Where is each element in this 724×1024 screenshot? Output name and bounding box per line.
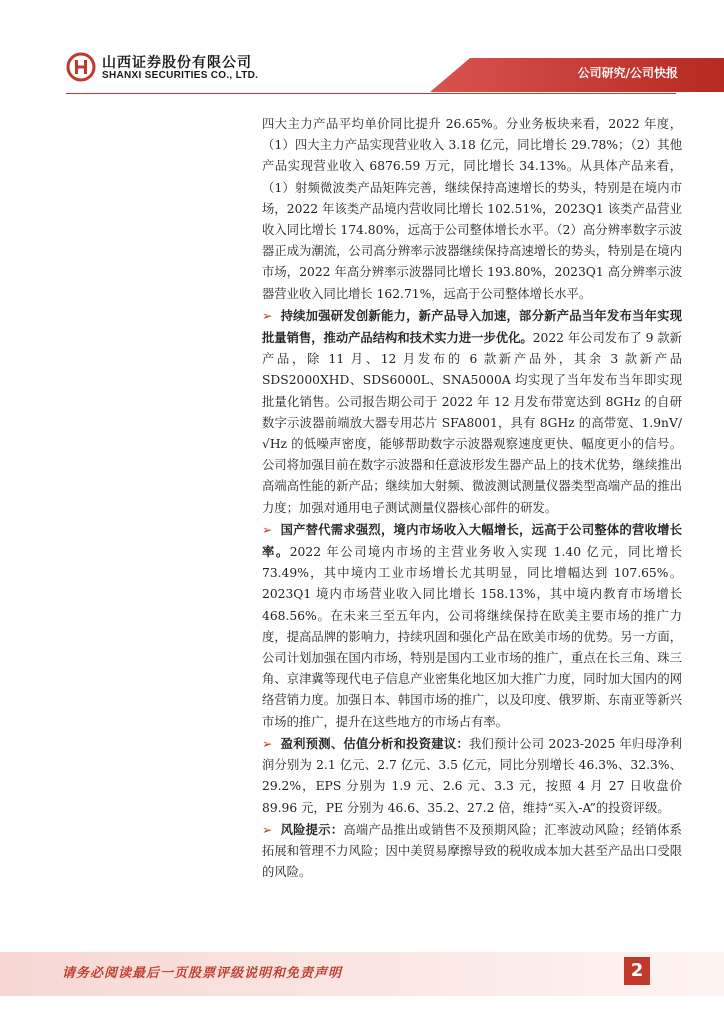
- bullet-lead: 风险提示：: [280, 821, 344, 837]
- company-name-en: SHANXI SECURITIES CO., LTD.: [102, 70, 259, 81]
- company-name-cn: 山西证券股份有限公司: [102, 55, 252, 71]
- main-content: [262, 114, 682, 883]
- bullet-body: 2022 年公司境内市场的主营业务收入实现 1.40 亿元，同比增长 73.49%，其中境内工业市场增长尤其明显，同比增幅达到 107.65%。2023Q1 境内市场营业收入同比增长 158.13%，其中境内教育市场增长 468.56%。在未来三至五年内，公司将继续保持在欧美主要市场的推广力度，提高品牌的影响力，持续巩固和强化产品在欧美市场的优势。另一方面，公司计划加强在国内市场，特别是国内工业市场的推广，重点在长三角、珠三角、京津冀等现代电子信息产业密集化地区加大推广力度，同时加大国内的网络营销力度。加强日本、韩国市场的推广，以及印度、俄罗斯、东南亚等新兴市场的推广，提升在这些地方的市场占有率。: [262, 545, 682, 729]
- intro-paragraph: 四大主力产品平均单价同比提升 26.65%。分业务板块来看，2022 年度，（1）四大主力产品实现营业收入 3.18 亿元，同比增长 29.78%；（2）其他产品实现营业收入 6876.59 万元，同比增长 34.13%。从具体产品来看，（1）射频微波类产品矩阵完善，继续保持高速增长的势头，特别是在境内市场，2022 年该类产品境内营收同比增长 102.51%，2023Q1 该类产品营业收入同比增长 174.80%，远高于公司整体增长水平。（2）高分辨率数字示波器正成为潮流，公司高分辨率示波器继续保持高速增长的势头，特别是在境内市场，2022 年高分辨率示波器同比增长 193.80%，2023Q1 高分辨率示波器营业收入同比增长 162.71%，远高于公司整体增长水平。: [262, 117, 682, 301]
- arrow-bullet-icon: ➢: [262, 822, 273, 837]
- footer-disclaimer: 请务必阅读最后一页股票评级说明和免责声明: [62, 966, 343, 981]
- bullet-body: 高端产品推出或销售不及预期风险；汇率波动风险；经销体系拓展和管理不力风险；因中美贸易摩擦导致的税收成本加大甚至产品出口受限的风险。: [262, 822, 682, 880]
- company-logo-icon: [66, 52, 96, 82]
- bullet-lead: 盈利预测、估值分析和投资建议：: [280, 735, 469, 751]
- bullet-body: 我们预计公司 2023-2025 年归母净利润分别为 2.1 亿元、2.7 亿元、3.5 亿元，同比分别增长 46.3%、32.3%、29.2%，EPS 分别为 1.9 元、2.6 元、3.3 元，按照 4 月 27 日收盘价 89.96 元，PE 分别为 46.6、35.2、27.2 倍，维持“买入-A”的投资评级。: [262, 736, 682, 815]
- header-divider: [66, 93, 676, 94]
- arrow-bullet-icon: ➢: [262, 308, 273, 323]
- bullet-item: [262, 819, 682, 884]
- bullet-lead: 国产替代需求强烈，境内市场收入大幅增长，远高于公司整体的营收增长率。: [262, 521, 682, 560]
- bullet-item: [262, 305, 682, 519]
- bullet-lead: 持续加强研发创新能力，新产品导入加速，部分新产品当年发布当年实现批量销售，推动产品结构和技术实力进一步优化。: [262, 307, 682, 346]
- bullet-item: [262, 519, 682, 733]
- bullet-body: 2022 年公司发布了 9 款新产品，除 11 月、12 月发布的 6 款新产品外，其余 3 款新产品 SDS2000XHD、SDS6000L、SNA5000A 均实现了当年发布当年即实现批量化销售。公司报告期公司于 2022 年 12 月发布带宽达到 8GHz 的自研数字示波器前端放大器专用芯片 SFA8001，具有 8GHz 的高带宽、1.9nV/√Hz 的低噪声密度，能够帮助数字示波器观察速度更快、幅度更小的信号。公司将加强目前在数字示波器和任意波形发生器产品上的技术优势，继续推出高端高性能的新产品；继续加大射频、微波测试测量仪器类型高端产品的推出力度；加强对通用电子测试测量仪器核心部件的研发。: [262, 331, 682, 515]
- arrow-bullet-icon: ➢: [262, 736, 273, 751]
- arrow-bullet-icon: ➢: [262, 522, 273, 537]
- page-number: 2: [624, 957, 650, 985]
- page-header: [0, 0, 724, 100]
- bullet-item: [262, 733, 682, 819]
- section-label: 公司研究/公司快报: [577, 66, 678, 80]
